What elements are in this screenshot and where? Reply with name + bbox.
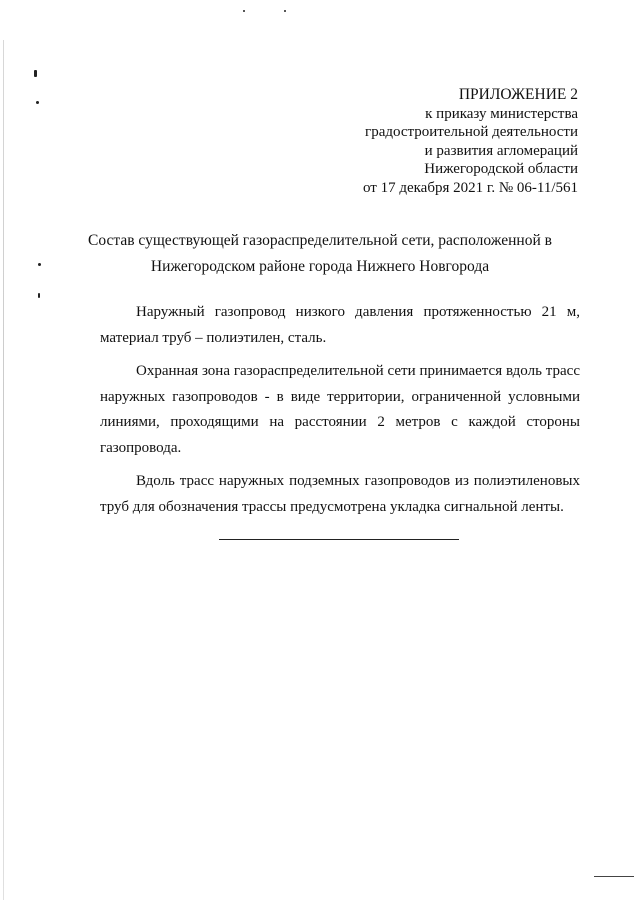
appendix-line: и развития агломераций xyxy=(424,142,578,159)
appendix-line: к приказу министерства xyxy=(425,105,578,122)
appendix-title: ПРИЛОЖЕНИЕ 2 xyxy=(458,86,578,103)
appendix-line: Нижегородской области xyxy=(424,161,578,177)
scan-speck xyxy=(284,10,286,12)
document-body xyxy=(100,300,580,528)
scan-margin-line xyxy=(3,40,4,900)
scan-speck xyxy=(38,293,40,298)
appendix-order-date: от 17 декабря 2021 г. № 06-11/561 xyxy=(362,179,578,196)
scan-speck xyxy=(38,263,41,266)
document-title xyxy=(60,228,580,280)
closing-rule xyxy=(219,539,459,540)
body-paragraph: Вдоль трасс наружных подземных газопроводов из полиэтиленовых труб для обозначения трассы предусмотрена укладка сигнальной ленты. xyxy=(100,473,580,515)
scan-speck xyxy=(243,10,245,12)
scan-speck xyxy=(34,70,37,77)
scan-corner-mark xyxy=(594,876,634,877)
appendix-header xyxy=(363,86,578,197)
body-paragraph: Наружный газопровод низкого давления протяженностью 21 м, материал труб – полиэтилен, сталь. xyxy=(100,304,580,346)
appendix-line: градостроительной деятельности xyxy=(365,124,578,140)
scan-speck xyxy=(36,101,39,104)
title-line: Нижегородском районе города Нижнего Новгорода xyxy=(150,258,490,275)
title-line: Состав существующей газораспределительной сети, расположенной в xyxy=(88,232,552,249)
body-paragraph: Охранная зона газораспределительной сети принимается вдоль трасс наружных газопроводов - в виде территории, ограниченной условными линиями, проходящими на расстоянии 2 метров с каждой стороны газопровода. xyxy=(100,363,580,456)
